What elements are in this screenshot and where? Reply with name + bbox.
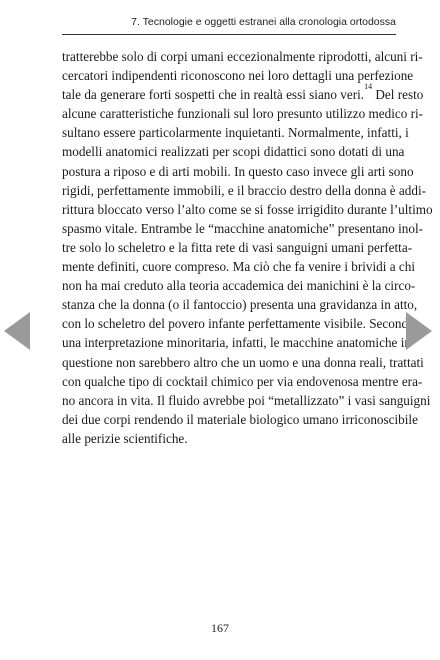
text-line: una interpretazione minoritaria, infatti, le macchine anatomiche in <box>62 335 411 351</box>
text-line: con qualche tipo di cocktail chimico per via endovenosa mentre era- <box>62 373 423 389</box>
text-line: tre solo lo scheletro e la fitta rete di vasi sanguigni umani perfetta- <box>62 239 413 255</box>
text-line: modelli anatomici realizzati per scopi didattici sono dotati di una <box>62 144 405 160</box>
text-line: non ha mai creduto alla teoria accademica dei manichini è la circo- <box>62 278 416 294</box>
text-line-segment: tale da generare forti sospetti che in realtà essi siano veri. <box>62 87 365 103</box>
previous-page-icon[interactable] <box>4 312 30 350</box>
page-number: 167 <box>211 621 229 635</box>
text-line: alcune caratteristiche funzionali sul loro presunto utilizzo medico ri- <box>62 106 424 122</box>
footnote-reference[interactable]: 14 <box>364 81 373 91</box>
text-line: spasmo vitale. Entrambe le “macchine anatomiche” presentano inol- <box>62 220 424 236</box>
text-line: mente definiti, cuore compreso. Ma ciò che fa venire i brividi a chi <box>62 259 415 275</box>
body-text <box>62 47 433 448</box>
text-line: con lo scheletro del povero infante perfettamente visibile. Secondo <box>62 316 415 332</box>
running-header: 7. Tecnologie e oggetti estranei alla cronologia ortodossa <box>131 16 396 28</box>
text-line: questione non sarebbero altro che un uomo e una donna reali, trattati <box>62 354 424 370</box>
text-line: sultano essere particolarmente inquietanti. Normalmente, infatti, i <box>62 125 409 141</box>
text-line: dei due corpi rendendo il materiale biologico umano irriconoscibile <box>62 411 418 427</box>
text-line: stanza che la donna (o il fantoccio) presenta una gravidanza in atto, <box>62 297 418 313</box>
text-line: rigidi, perfettamente immobili, e il braccio destro della donna è addi- <box>62 182 426 198</box>
next-page-icon[interactable] <box>406 312 432 350</box>
text-line: postura a riposo e di arti mobili. In questo caso invece gli arti sono <box>62 163 414 179</box>
text-line <box>62 81 424 104</box>
text-line: tratterebbe solo di corpi umani eccezionalmente riprodotti, alcuni ri- <box>62 49 423 64</box>
text-line: alle perizie scientifiche. <box>62 430 188 446</box>
text-line: cercatori indipendenti riconoscono nei loro dettagli una perfezione <box>62 68 414 84</box>
header-divider <box>62 34 396 35</box>
text-line: rittura bloccato verso l’alto come se si fosse irrigidito durante l’ultimo <box>62 201 433 217</box>
text-line: no ancora in vita. Il fluido avrebbe poi “metallizzato” i vasi sanguigni <box>62 392 431 408</box>
text-line-segment: Del resto <box>372 87 424 103</box>
